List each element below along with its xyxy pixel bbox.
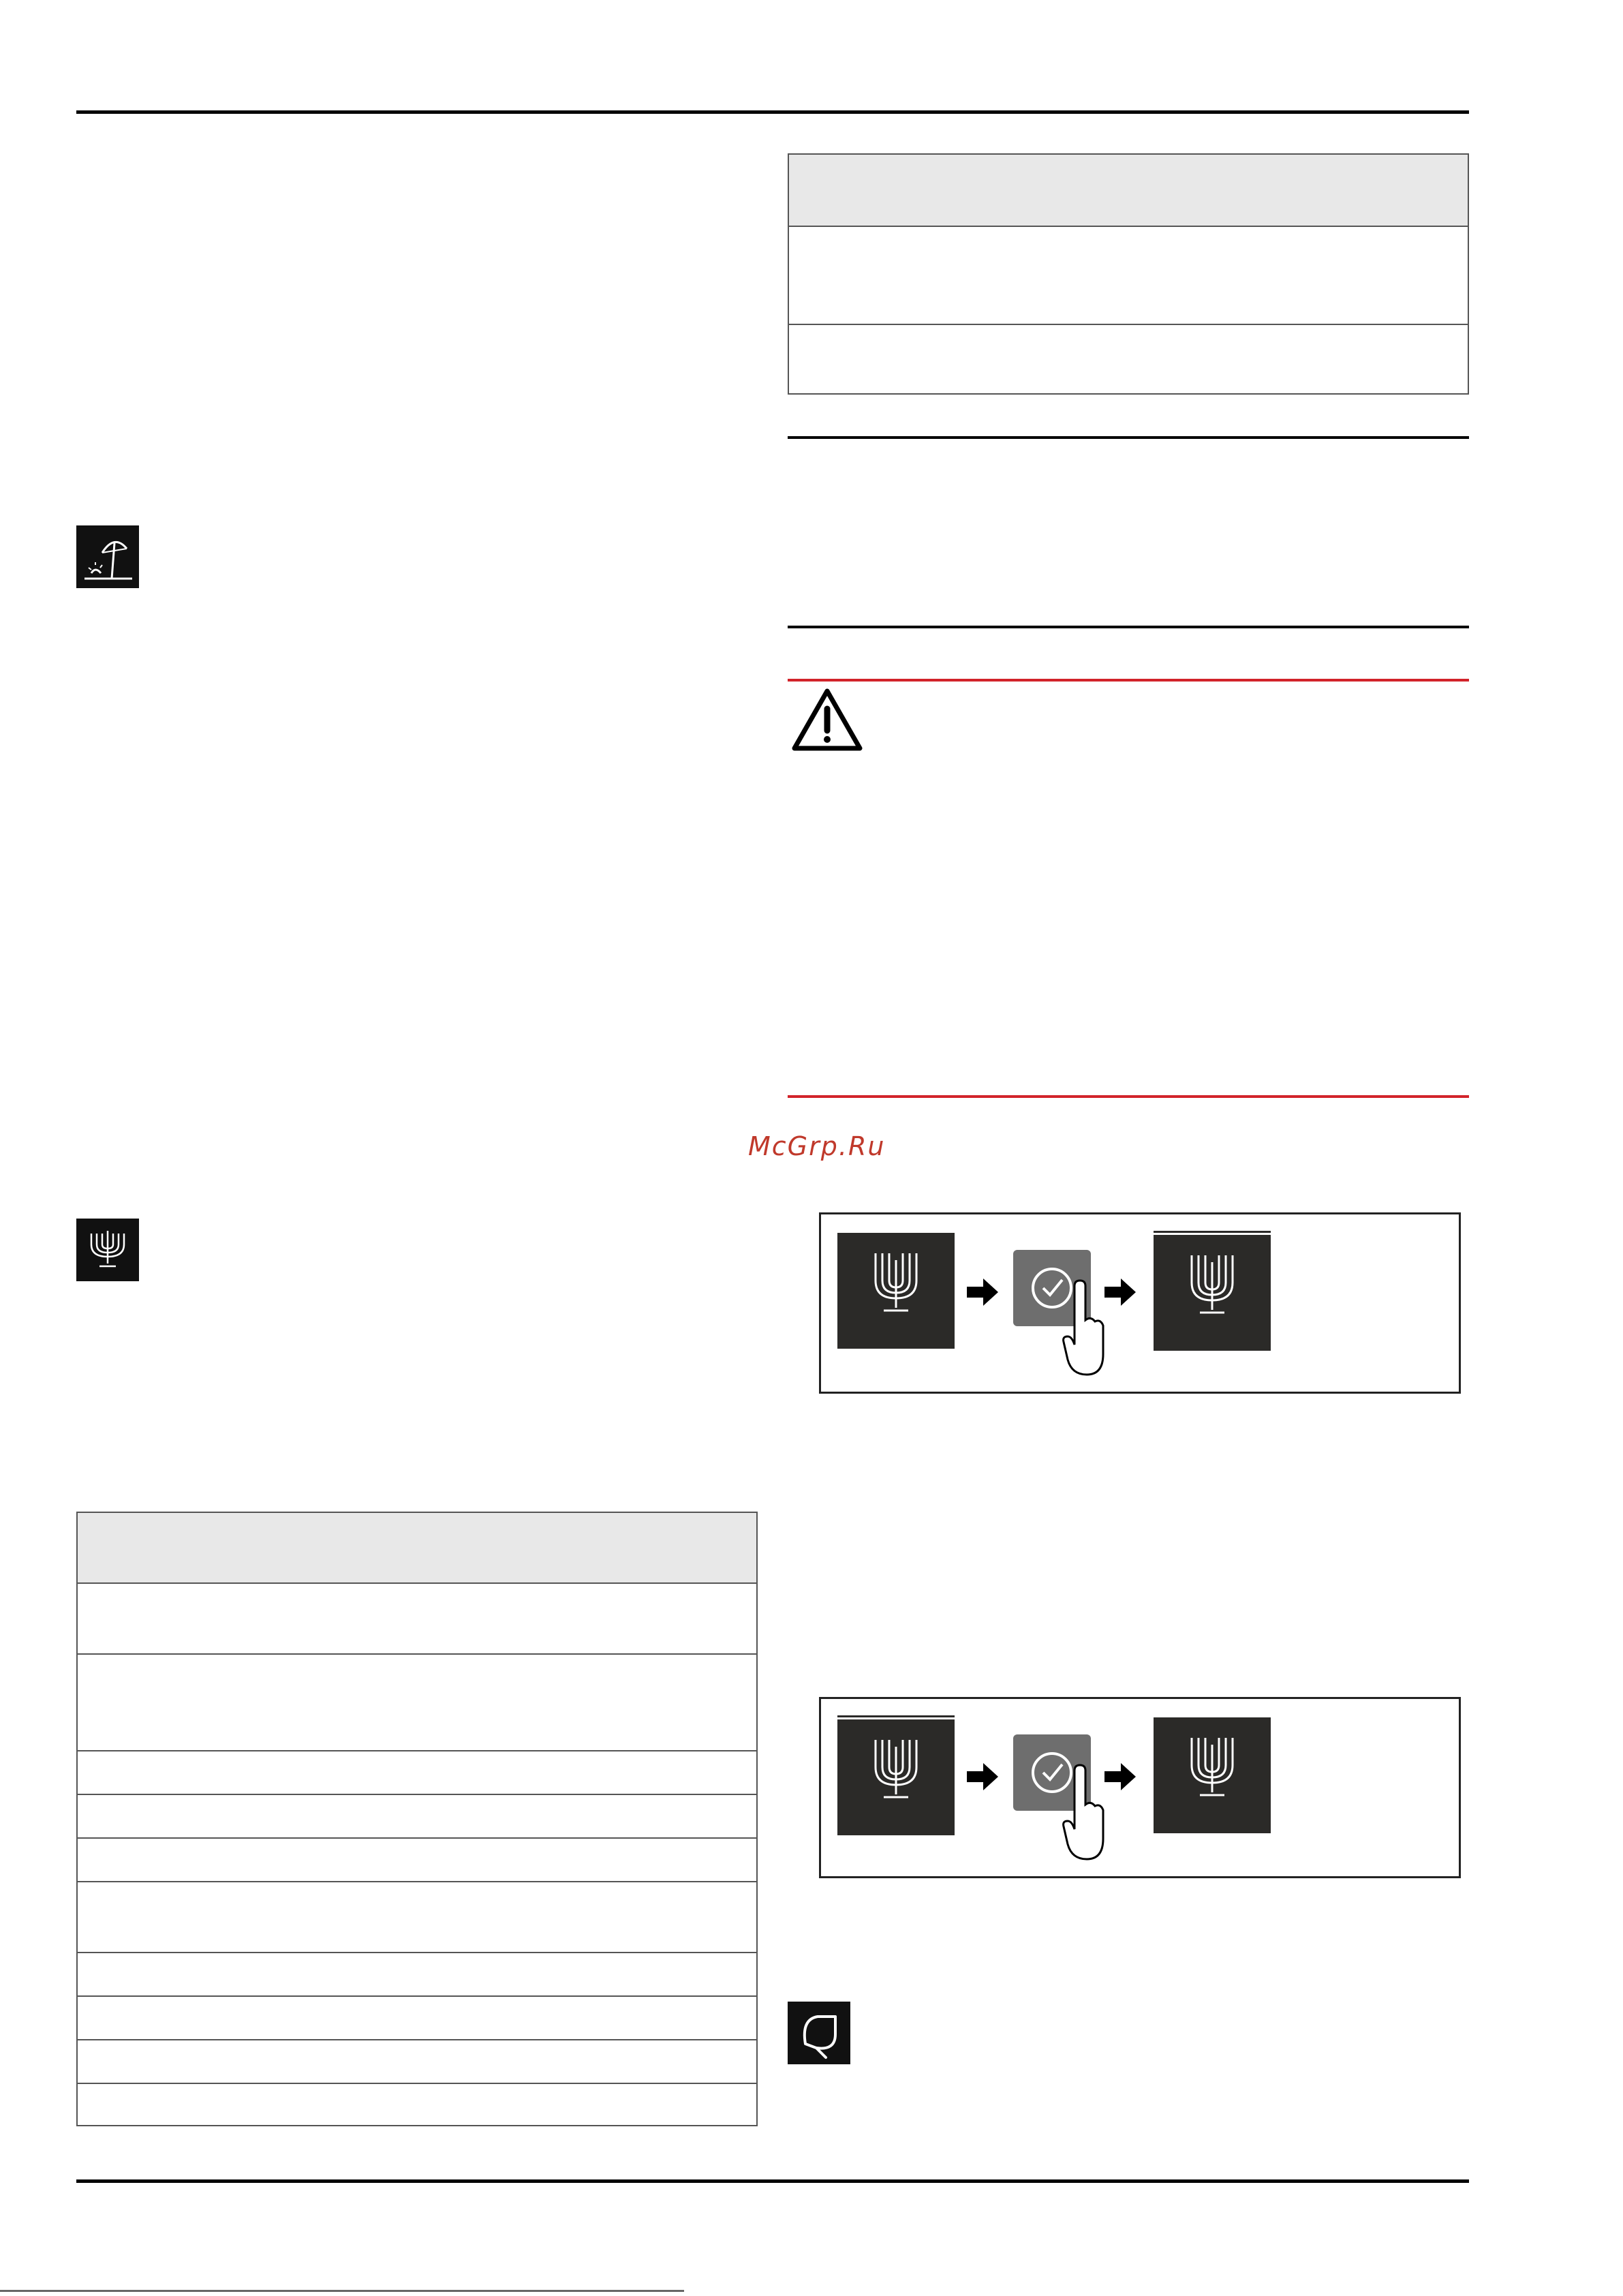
table-row: [78, 1881, 756, 1952]
beach-umbrella-icon: [76, 525, 139, 588]
right-arrow-icon: [965, 1277, 1000, 1307]
table-row: [78, 1750, 756, 1794]
pointing-hand-icon: [1061, 1764, 1106, 1866]
section-rule: [788, 626, 1469, 628]
menorah-icon: [76, 1219, 139, 1281]
leaf-icon: [788, 2002, 850, 2064]
table-row: [78, 1837, 756, 1881]
menorah-icon: [1154, 1233, 1271, 1351]
menorah-icon: [1154, 1717, 1271, 1833]
table-row: [78, 1582, 756, 1653]
table-row: [78, 2039, 756, 2083]
bottom-rule: [76, 2179, 1469, 2183]
right-arrow-icon: [1103, 1762, 1137, 1792]
sabbath-activate-figure: [819, 1212, 1461, 1394]
table-row: [78, 1952, 756, 1995]
menorah-icon: [837, 1717, 955, 1835]
warning-top-rule: [788, 679, 1469, 682]
table-row: [78, 2083, 756, 2125]
left-table-header: [78, 1513, 756, 1582]
table-row: [78, 1794, 756, 1837]
watermark: McGrp.Ru: [748, 1131, 886, 1161]
table-row: [789, 226, 1468, 324]
right-arrow-icon: [1103, 1277, 1137, 1307]
section-rule: [788, 436, 1469, 439]
table-row: [78, 1653, 756, 1750]
warning-triangle-icon: [790, 687, 864, 752]
footer-stub-rule: [0, 2290, 684, 2292]
right-arrow-icon: [965, 1762, 1000, 1792]
table-row: [789, 324, 1468, 393]
sabbath-deactivate-figure: [819, 1697, 1461, 1878]
right-table: [788, 153, 1469, 395]
top-rule: [76, 110, 1469, 114]
right-table-header: [789, 155, 1468, 226]
menorah-icon: [837, 1233, 955, 1349]
left-table: [76, 1512, 758, 2126]
pointing-hand-icon: [1061, 1279, 1106, 1381]
table-row: [78, 1995, 756, 2039]
warning-bottom-rule: [788, 1095, 1469, 1098]
